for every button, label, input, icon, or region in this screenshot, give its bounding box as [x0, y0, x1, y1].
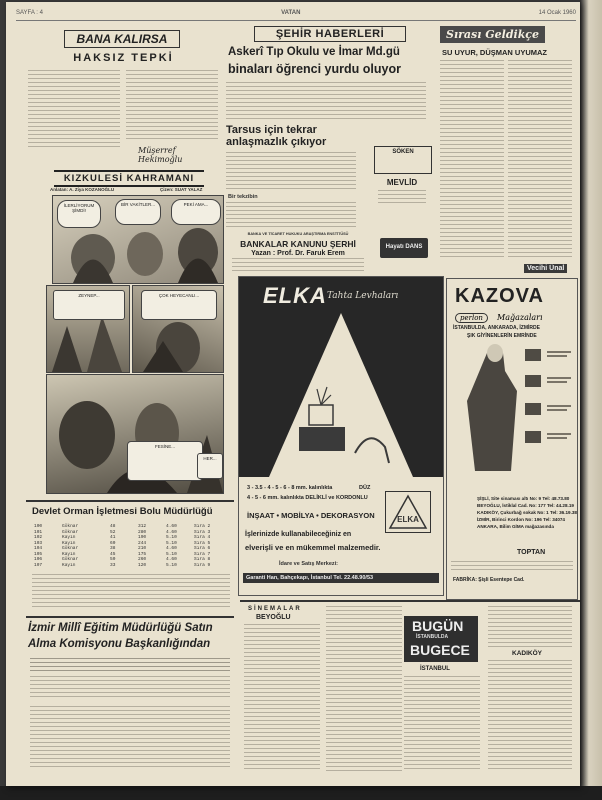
mevlid-label: MEVLİD: [386, 178, 418, 187]
table-cell: Kayın: [62, 535, 76, 540]
bankalar-text: [232, 258, 364, 272]
table-cell: 45: [110, 551, 116, 557]
table-cell: 210: [138, 546, 147, 551]
table-row: [34, 563, 230, 569]
table-cell: 33: [110, 562, 116, 568]
kazova-illustration: [447, 341, 577, 491]
table-cell: Sıra 3: [194, 529, 211, 535]
table-cell: 41: [110, 535, 116, 540]
kazova-line: ŞIK GİYİNENLERİN EMRİNDE: [467, 333, 537, 339]
sirasi-geldikce-column: [436, 24, 576, 276]
elka-brand: ELKA: [263, 283, 327, 308]
mevlid-text: [378, 190, 426, 206]
bugun-1: BUGÜN: [412, 618, 464, 634]
devlet-orman-footer-text: [32, 574, 230, 610]
izmir-body-text: [30, 706, 230, 768]
sehir-headline-3: Tarsus için tekrar anlaşmazlık çıkıyor: [226, 124, 327, 148]
table-cell: 103: [34, 540, 43, 546]
comic-panel-4: [46, 374, 224, 494]
table-cell: 244: [138, 540, 147, 546]
sirasi-text-left: [440, 60, 504, 260]
elka-line-1b: DÜZ: [359, 485, 371, 491]
table-cell: Sıra 6: [194, 546, 211, 551]
table-cell: Sıra 4: [194, 535, 211, 540]
table-cell: 50: [110, 557, 116, 562]
sinemalar-istanbul: İSTANBUL: [420, 666, 450, 672]
kizkulesi-credit-left: Anlatan: A. Ziya KOZANOĞLU: [50, 187, 115, 192]
kazova-address-block: [477, 495, 575, 530]
kazova-toptan-text: [451, 561, 573, 571]
sinemalar-section: [240, 600, 580, 778]
sirasi-text-right: [508, 60, 572, 260]
elka-pitch-2: elverişli ve en mükemmel malzemedir.: [245, 543, 381, 552]
sehir-story-3: [226, 202, 356, 230]
sehir-ad-dans: [380, 238, 428, 258]
table-cell: 38: [110, 546, 116, 551]
elka-line-2: 4 - 5 - 6 mm. kalınlıkta DELİKLİ ve KORDONLU: [247, 495, 368, 501]
dans-label: Hayatı DANS: [385, 244, 423, 250]
table-cell: Sıra 8: [194, 557, 211, 562]
sirasi-headline: SU UYUR, DÜŞMAN UYUMAZ: [442, 48, 547, 57]
comic-bubble-7: HER...: [197, 453, 223, 479]
kazova-stores: Mağazaları: [497, 313, 543, 322]
table-cell: 107: [34, 562, 43, 568]
sirasi-signature: Vecihi Ünal: [524, 264, 567, 273]
sehir-small-heading: Bir tekzibin: [228, 194, 258, 200]
comic-panel-2: [46, 285, 130, 373]
izmir-table-header: [30, 658, 230, 672]
table-cell: 260: [138, 557, 147, 562]
sehir-story-1: [226, 82, 426, 120]
table-cell: Sıra 5: [194, 540, 211, 546]
elka-illustration: [239, 277, 443, 477]
table-cell: 105: [34, 551, 43, 557]
izmir-title-2: Alma Komisyonu Başkanlığından: [28, 638, 211, 650]
table-cell: Sıra 7: [194, 551, 211, 557]
bana-kalirsa-text-right: [126, 70, 218, 142]
sehir-story-2: [226, 152, 356, 192]
comic-panel-1: [52, 195, 224, 284]
page-edge: [580, 0, 602, 800]
table-cell: 312: [138, 524, 147, 529]
sinema-col-1: [244, 624, 320, 772]
devlet-orman-title: Devlet Orman İşletmesi Bolu Müdürlüğü: [32, 506, 213, 517]
table-cell: 4.60: [166, 524, 177, 529]
table-cell: 5.10: [166, 551, 177, 557]
bana-kalirsa-text-left: [28, 70, 120, 150]
bugun-2: BUGECE: [410, 642, 470, 658]
elka-uses: İNŞAAT • MOBİLYA • DEKORASYON: [247, 511, 375, 520]
kazova-addr-5: ANKARA, Bilim GİMA mağazasında: [477, 524, 554, 529]
comic-bubble-3: PEKİ AMA...: [171, 199, 221, 225]
bankalar-title: BANKALAR KANUNU ŞERHİ: [240, 239, 356, 249]
sinemalar-title: SİNEMALAR: [248, 606, 302, 612]
table-cell: 52: [110, 529, 116, 535]
sinema-col-5: [488, 660, 572, 772]
izmir-table: [30, 676, 230, 700]
table-cell: 104: [34, 546, 43, 551]
table-cell: Kayın: [62, 551, 76, 557]
bankalar-pre: BANKA VE TİCARET HUKUKU ARAŞTIRMA ENSTİTÜSÜ: [247, 232, 349, 236]
comic-bubble-5: ÇOK HEYECANLI...: [141, 290, 217, 320]
sehir-headline-1: Askerî Tıp Okulu ve İmar Md.gü: [228, 46, 400, 58]
table-cell: 175: [138, 551, 147, 557]
devlet-orman-table: [34, 524, 230, 568]
sirasi-title: Sırası Geldikçe: [440, 26, 545, 43]
table-cell: Göknar: [62, 546, 79, 551]
elka-tagline: Tahta Levhaları: [327, 291, 399, 301]
bana-kalirsa-title: BANA KALIRSA: [64, 30, 180, 48]
bana-kalirsa-subtitle: HAKSIZ TEPKİ: [73, 52, 174, 64]
sehir-title: ŞEHİR HABERLERİ: [254, 26, 406, 42]
kazova-addr-2: BEYOĞLU, İstiklal Cad. No: 177 Tel: 44.28.19: [477, 503, 574, 508]
comic-panel-3: [132, 285, 224, 373]
kizkulesi-strip: [24, 168, 224, 496]
sinema-col-3: [404, 676, 480, 772]
kazova-fabrika: FABRİKA: Şişli Esentepe Cad.: [453, 577, 525, 583]
elka-address: Garanti Han, Bahçekapı, İstanbul Tel. 22.48.90/53: [243, 573, 439, 583]
kazova-badge: perlon: [455, 313, 488, 323]
elka-line-1: 3 - 3.5 - 4 - 5 - 6 - 8 mm. kalınlıkta: [247, 485, 333, 491]
kazova-cities: İSTANBULDA, ANKARADA, İZMİRDE: [453, 325, 540, 331]
table-cell: 280: [138, 529, 147, 535]
page-header: [16, 10, 576, 21]
newspaper-page: [6, 2, 580, 786]
table-cell: 102: [34, 535, 43, 540]
table-cell: Kayın: [62, 562, 76, 568]
kazova-addr-1: ŞİŞLİ, Site sinaması altı No: 9 Tel: 48.73.80: [477, 496, 570, 501]
comic-bubble-6: FESİNE...: [127, 441, 203, 481]
table-cell: 4.60: [166, 546, 177, 551]
izmir-notice: [26, 616, 234, 778]
sinemalar-kadikoy: KADIKÖY: [512, 650, 542, 657]
kazova-addr-3: KADIKÖY, Çukurbağ sokak No: 1 Tel: 36.19.38: [477, 510, 577, 515]
sehir-headline-2: binaları öğrenci yurdu oluyor: [228, 62, 401, 76]
devlet-orman-notice: [26, 500, 234, 614]
table-cell: 5.10: [166, 535, 177, 540]
table-cell: 60: [110, 540, 116, 546]
table-cell: 120: [138, 562, 147, 568]
table-cell: 5.10: [166, 562, 177, 568]
page-number: SAYFA : 4: [16, 10, 43, 16]
sehir-ad-soken: [374, 146, 432, 174]
bana-kalirsa-column: [26, 26, 221, 166]
elka-logo: [386, 492, 430, 532]
table-cell: 190: [138, 535, 147, 540]
table-cell: Göknar: [62, 524, 79, 529]
table-cell: 48: [110, 524, 116, 529]
table-cell: Kayın: [62, 540, 76, 546]
kizkulesi-credit-right: Çizen: SUAT YALAZ: [160, 187, 203, 192]
bankalar-ad: [228, 232, 368, 274]
bugun-sub: İSTANBULDA: [416, 634, 449, 640]
table-cell: 5.10: [166, 540, 177, 546]
comic-bubble-4: ZEYNEP...: [53, 290, 125, 320]
table-cell: 4.60: [166, 557, 177, 562]
svg-text:ELKA: ELKA: [397, 515, 419, 524]
comic-bubble-1: İLERLİYORUM ŞİMDİ!: [57, 200, 101, 228]
soken-label: SÖKEN: [392, 149, 414, 155]
elka-office: İdare ve Satış Merkezi:: [279, 561, 339, 567]
kazova-brand: KAZOVA: [455, 285, 544, 307]
table-cell: Sıra 9: [194, 562, 211, 568]
table-cell: 101: [34, 529, 43, 535]
table-cell: Sıra 2: [194, 524, 211, 529]
kazova-addr-4: İZMİR, Birinci Kordon No: 196 Tel: 34074: [477, 517, 565, 522]
elka-ad: [238, 276, 444, 596]
table-surface: [0, 786, 602, 800]
table-cell: Göknar: [62, 529, 79, 535]
table-cell: 100: [34, 524, 43, 529]
elka-pitch-1: İşlerinizde kullanabileceğiniz en: [245, 531, 352, 538]
page-date: 14 Ocak 1960: [538, 10, 576, 16]
izmir-title-1: İzmir Millî Eğitim Müdürlüğü Satın: [28, 622, 213, 634]
kizkulesi-title: KIZKULESİ KAHRAMANI: [54, 170, 204, 187]
bana-kalirsa-signature: Müşerref Hekimoğlu: [138, 146, 183, 164]
paper-name: VATAN: [281, 10, 301, 16]
sinema-col-4: [488, 606, 572, 648]
comic-bubble-2: BİR VAKİTLER...: [115, 199, 161, 225]
sehir-ad-mevlid: [374, 178, 430, 208]
sinemalar-district: BEYOĞLU: [256, 614, 291, 621]
table-cell: Göknar: [62, 557, 79, 562]
kazova-toptan: TOPTAN: [517, 549, 546, 556]
bankalar-author: Yazan : Prof. Dr. Faruk Erem: [251, 250, 345, 257]
bugun-box: [404, 616, 478, 662]
elka-logo-box: [385, 491, 431, 533]
table-cell: 106: [34, 557, 43, 562]
sinema-col-2: [326, 606, 402, 772]
kazova-ad: [446, 278, 578, 600]
table-cell: 4.60: [166, 529, 177, 535]
